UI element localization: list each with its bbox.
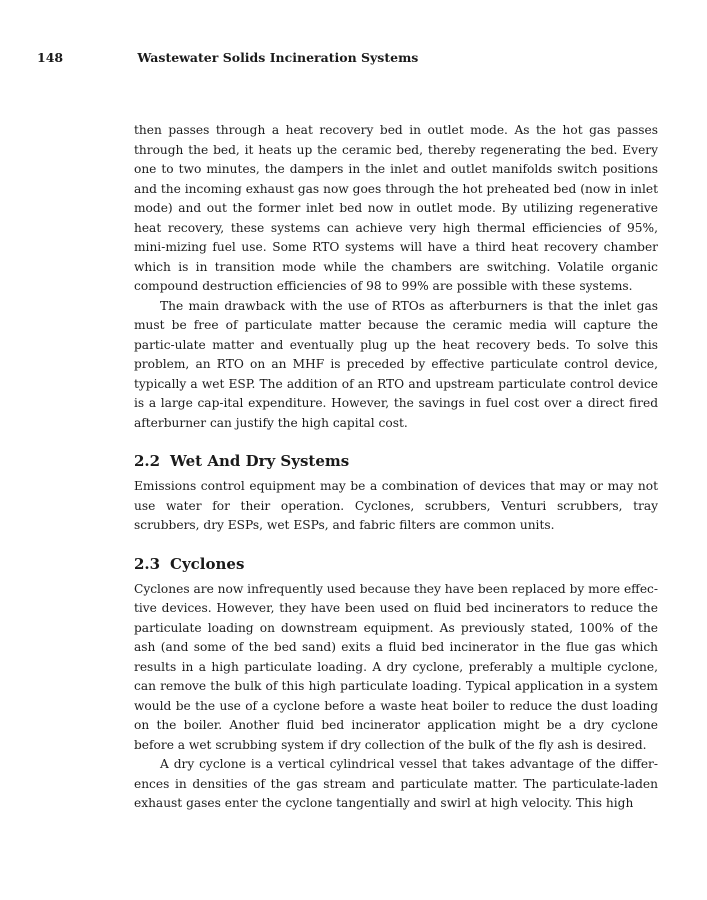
section-number: 2.3	[134, 554, 161, 573]
section-heading	[134, 554, 658, 574]
section-title: Cyclones	[170, 554, 245, 573]
section-title: Wet And Dry Systems	[170, 452, 350, 470]
running-title: Wastewater Solids Incineration Systems	[137, 50, 419, 65]
body-paragraph: A dry cyclone is a vertical cylindrical vessel that takes advantage of the differ-ences in densities of the gas stream and particulate matter. The particulate-laden exhaust gases enter the cyclone tangentially and swirl at high velocity. This high	[134, 757, 658, 810]
body-paragraph: The main drawback with the use of RTOs as afterburners is that the inlet gas must be free of particulate matter because the ceramic media will capture the partic-ulate matter and eventually plug up the heat recovery beds. To solve this problem, an RTO on an MHF is preceded by effective particulate control device, typically a wet ESP. The addition of an RTO and upstream particulate control device is a large cap-ital expenditure. However, the savings in fuel cost over a direct fired afterburner can justify the high capital cost.	[134, 298, 658, 430]
body-paragraph: then passes through a heat recovery bed in outlet mode. As the hot gas passes through the bed, it heats up the ceramic bed, thereby regenerating the bed. Every one to two minutes, the dampers in the inlet and outlet manifolds switch positions and the incoming exhaust gas now goes through the hot preheated bed (now in inlet mode) and out the former inlet bed now in outlet mode. By utilizing regenerative heat recovery, these systems can achieve very high thermal efficiencies of 95%, mini-mizing fuel use. Some RTO systems will have a third heat recovery chamber which is in transition mode while the chambers are switching. Volatile organic compound destruction efficiencies of 98 to 99% are possible with these systems.	[134, 123, 658, 293]
body-paragraph: Cyclones are now infrequently used because they have been replaced by more effec-tive devices. However, they have been used on fluid bed incinerators to reduce the particulate loading on downstream equipment. As previously stated, 100% of the ash (and some of the bed sand) exits a fluid bed incinerator in the flue gas which results in a high particulate loading. A dry cyclone, preferably a multiple cyclone, can remove the bulk of this high particulate loading. Typical application in a system would be the use of a cyclone before a waste heat boiler to reduce the dust loading on the boiler. Another fluid bed incinerator application might be a dry cyclone before a wet scrubbing system if dry collection of the bulk of the fly ash is desired.	[134, 581, 658, 752]
body-paragraph: Emissions control equipment may be a combination of devices that may or may not use water for their operation. Cyclones, scrubbers, Venturi scrubbers, tray scrubbers, dry ESPs, wet ESPs, and fabric filters are common units.	[134, 479, 658, 532]
page-body	[134, 121, 658, 814]
section-heading	[134, 451, 658, 471]
page-number: 148	[37, 50, 64, 65]
page-header	[37, 49, 667, 67]
section-number: 2.2	[134, 452, 161, 470]
